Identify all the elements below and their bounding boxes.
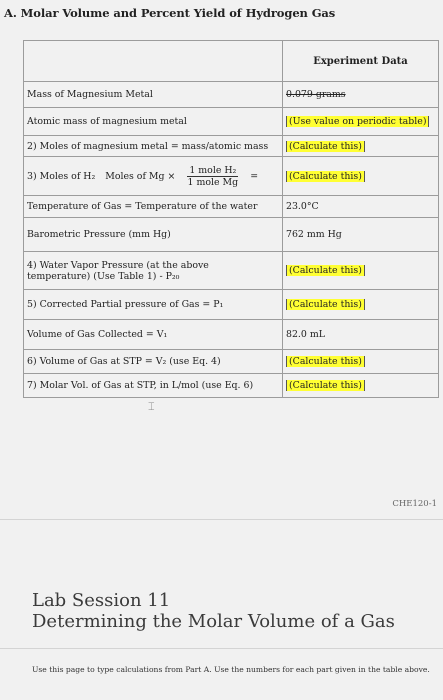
table-row [24,82,439,108]
row-value[interactable] [283,157,439,196]
row-value[interactable] [283,82,439,108]
row-label: Barometric Pressure (mm Hg) [24,218,283,252]
lab-session-heading [32,590,395,632]
page-divider [0,648,443,649]
row-label: Volume of Gas Collected = V₁ [24,320,283,350]
value-highlight: (Calculate this) [286,356,365,367]
fraction-denominator: 1 mole Mg [187,176,239,188]
row-value[interactable] [283,218,439,252]
row-label: Temperature of Gas = Temperature of the water [24,196,283,218]
table-row [24,218,439,252]
row-value[interactable] [283,108,439,136]
table-row [24,136,439,157]
value-text: 0.079 grams [286,89,346,100]
table-row [24,157,439,196]
mole-ratio-fraction [187,165,238,188]
row-value[interactable] [283,350,439,374]
row-label-water-vapor [24,252,283,290]
row-value[interactable] [283,252,439,290]
value-highlight: (Calculate this) [286,265,365,276]
page-divider [0,519,443,520]
table-row [24,252,439,290]
value-highlight: (Calculate this) [286,380,365,391]
table-row [24,196,439,218]
row-label: 5) Corrected Partial pressure of Gas = P₁ [24,290,283,320]
table-header-experiment-data: Experiment Data [283,41,439,82]
label-line-1: 4) Water Vapor Pressure (at the above [27,259,209,271]
row-label: 6) Volume of Gas at STP = V₂ (use Eq. 4) [24,350,283,374]
instruction-note: Use this page to type calculations from Part A. Use the numbers for each part given in the table above. [32,665,430,674]
row-value[interactable] [283,320,439,350]
lab-session-title: Determining the Molar Volume of a Gas [32,611,395,632]
lab-session-number: Lab Session 11 [32,590,171,611]
value-highlight: (Calculate this) [286,171,365,182]
row-value[interactable] [283,136,439,157]
header-blank-cell [24,41,283,82]
table-row [24,350,439,374]
value-highlight: (Calculate this) [286,141,365,152]
table-row [24,374,439,398]
text-cursor-icon: ⌶ [148,400,155,413]
fraction-numerator: 1 mole H₂ [189,164,237,176]
row-label: 2) Moles of magnesium metal = mass/atomic mass [24,136,283,157]
equals-sign: = [250,170,259,182]
row-label: Mass of Magnesium Metal [24,82,283,108]
label-line-2: temperature) (Use Table 1) - P₂₀ [27,270,180,282]
row-label: Atomic mass of magnesium metal [24,108,283,136]
table-header-row [24,41,439,82]
label-moles-mg: Moles of Mg × [105,170,176,182]
row-label: 7) Molar Vol. of Gas at STP, in L/mol (use Eq. 6) [24,374,283,398]
table-row [24,290,439,320]
row-value[interactable] [283,290,439,320]
section-title: A. Molar Volume and Percent Yield of Hydrogen Gas [4,6,336,20]
value-text: 23.0°C [286,201,319,212]
row-value[interactable] [283,196,439,218]
course-code: CHE120-1 [392,499,437,509]
value-text: 762 mm Hg [286,229,342,240]
label-moles-h2: 3) Moles of H₂ [27,170,96,182]
table-row [24,108,439,136]
row-value[interactable] [283,374,439,398]
row-label-moles-h2 [24,157,283,196]
value-highlight: (Use value on periodic table) [286,116,429,127]
table-row [24,320,439,350]
value-text: 82.0 mL [286,329,325,340]
value-highlight: (Calculate this) [286,299,365,310]
experiment-data-table [23,40,439,398]
